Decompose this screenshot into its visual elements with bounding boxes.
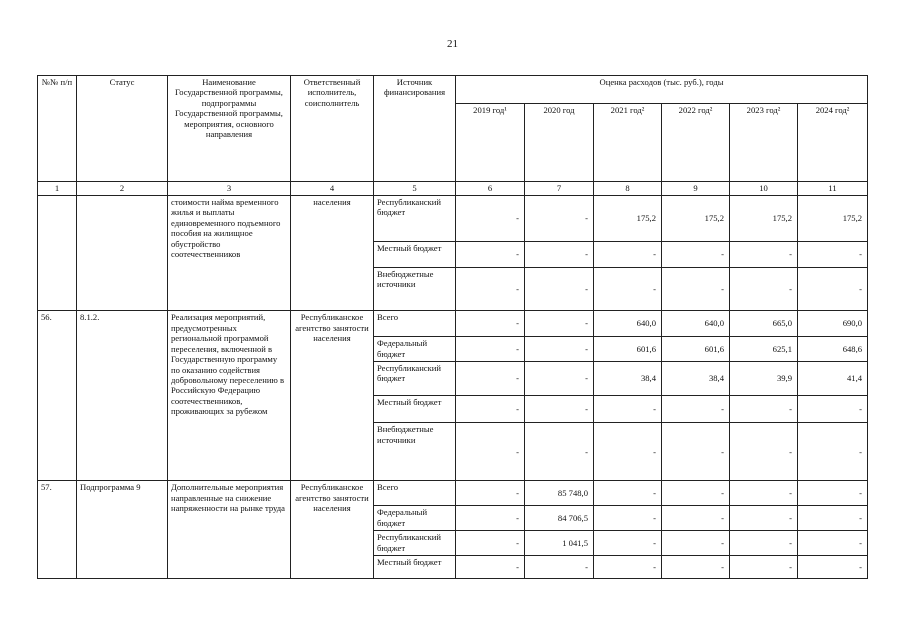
row-value: - [662,396,730,423]
row-source: Местный бюджет [374,241,456,267]
column-number: 9 [662,181,730,195]
row-value: - [730,531,798,556]
row-value: - [662,556,730,579]
header-num: №№ п/п [38,76,77,182]
row-value: - [798,531,868,556]
page-number: 21 [447,38,458,50]
row-executor: Республиканское агентство занятости населения [291,311,374,481]
row-value: 640,0 [594,311,662,337]
row-value: - [662,241,730,267]
row-source: Республиканский бюджет [374,361,456,395]
row-value: 175,2 [798,195,868,241]
row-value: 175,2 [730,195,798,241]
column-number: 8 [594,181,662,195]
data-row [38,195,868,241]
row-value: - [594,481,662,506]
row-value: - [798,423,868,481]
row-value: - [456,423,525,481]
row-value: - [798,267,868,311]
row-source: Внебюджетные источники [374,423,456,481]
header-name: Наименование Государственной программы, подпрограммы Государственной программы, мероприятия, основного направления [168,76,291,182]
column-number: 4 [291,181,374,195]
row-value: - [730,396,798,423]
row-status: 8.1.2. [77,311,168,481]
data-row [38,481,868,506]
row-value: - [730,267,798,311]
row-value: - [730,423,798,481]
header-year: 2021 год² [594,104,662,182]
row-value: - [798,506,868,531]
row-value: - [456,396,525,423]
row-value: - [456,267,525,311]
row-number [38,195,77,310]
header-year: 2020 год [525,104,594,182]
row-value: - [730,506,798,531]
row-value: - [798,556,868,579]
row-source: Местный бюджет [374,556,456,579]
column-number: 10 [730,181,798,195]
row-value: - [730,481,798,506]
row-source: Федеральный бюджет [374,506,456,531]
row-value: - [730,241,798,267]
column-number: 2 [77,181,168,195]
column-number: 1 [38,181,77,195]
row-value: - [525,195,594,241]
header-year: 2022 год² [662,104,730,182]
row-value: - [456,481,525,506]
header-year: 2024 год² [798,104,868,182]
row-value: - [456,361,525,395]
row-source: Местный бюджет [374,396,456,423]
row-value: 648,6 [798,337,868,362]
row-value: - [594,423,662,481]
row-executor: населения [291,195,374,310]
row-value: - [456,556,525,579]
column-number: 3 [168,181,291,195]
header-executor: Ответственный исполнитель, соисполнитель [291,76,374,182]
row-value: 625,1 [730,337,798,362]
row-value: - [662,423,730,481]
row-name: стоимости найма временного жилья и выплаты единовременного подъемного пособия на жилищное обустройство соотечественников [168,195,291,310]
row-value: - [456,195,525,241]
row-value: - [662,267,730,311]
row-value: - [456,241,525,267]
row-value: - [456,531,525,556]
row-value: 39,9 [730,361,798,395]
header-year: 2019 год¹ [456,104,525,182]
row-value: 175,2 [594,195,662,241]
row-value: 38,4 [594,361,662,395]
row-value: - [798,396,868,423]
budget-table [37,75,868,579]
header-year: 2023 год² [730,104,798,182]
row-source: Внебюджетные источники [374,267,456,311]
row-value: - [456,311,525,337]
header-row [38,76,868,104]
row-source: Всего [374,311,456,337]
row-value: - [662,506,730,531]
row-value: - [525,361,594,395]
column-number: 6 [456,181,525,195]
column-number: 5 [374,181,456,195]
row-value: - [525,337,594,362]
row-value: - [798,241,868,267]
row-number: 56. [38,311,77,481]
row-value: - [594,506,662,531]
header-costs: Оценка расходов (тыс. руб.), годы [456,76,868,104]
row-source: Республиканский бюджет [374,195,456,241]
column-number: 7 [525,181,594,195]
column-number-row [38,181,868,195]
row-value: - [594,241,662,267]
row-value: 84 706,5 [525,506,594,531]
row-value: - [525,267,594,311]
row-status [77,195,168,310]
row-value: - [594,531,662,556]
row-value: 640,0 [662,311,730,337]
row-value: - [525,556,594,579]
row-name: Реализация мероприятий, предусмотренных региональной программой переселения, включенной в Государственную программу по оказанию содействия добровольному переселению в Российскую Федерацию соотечественников, проживающих за рубежом [168,311,291,481]
row-value: - [525,423,594,481]
row-value: - [594,556,662,579]
row-value: - [798,481,868,506]
header-status: Статус [77,76,168,182]
row-executor: Республиканское агентство занятости населения [291,481,374,579]
row-value: 601,6 [662,337,730,362]
row-source: Всего [374,481,456,506]
column-number: 11 [798,181,868,195]
row-value: 601,6 [594,337,662,362]
row-value: 690,0 [798,311,868,337]
data-row [38,311,868,337]
row-value: - [662,531,730,556]
row-value: 38,4 [662,361,730,395]
row-value: 85 748,0 [525,481,594,506]
row-value: - [456,337,525,362]
row-value: - [456,506,525,531]
header-source: Источник финансирования [374,76,456,182]
row-value: - [525,311,594,337]
row-value: 1 041,5 [525,531,594,556]
row-value: 175,2 [662,195,730,241]
row-value: - [525,396,594,423]
row-number: 57. [38,481,77,579]
row-value: - [662,481,730,506]
row-status: Подпрограмма 9 [77,481,168,579]
row-value: - [594,396,662,423]
row-name: Дополнительные мероприятия направленные на снижение напряженности на рынке труда [168,481,291,579]
row-value: - [594,267,662,311]
row-source: Республиканский бюджет [374,531,456,556]
row-value: - [730,556,798,579]
row-value: - [525,241,594,267]
row-source: Федеральный бюджет [374,337,456,362]
row-value: 41,4 [798,361,868,395]
row-value: 665,0 [730,311,798,337]
